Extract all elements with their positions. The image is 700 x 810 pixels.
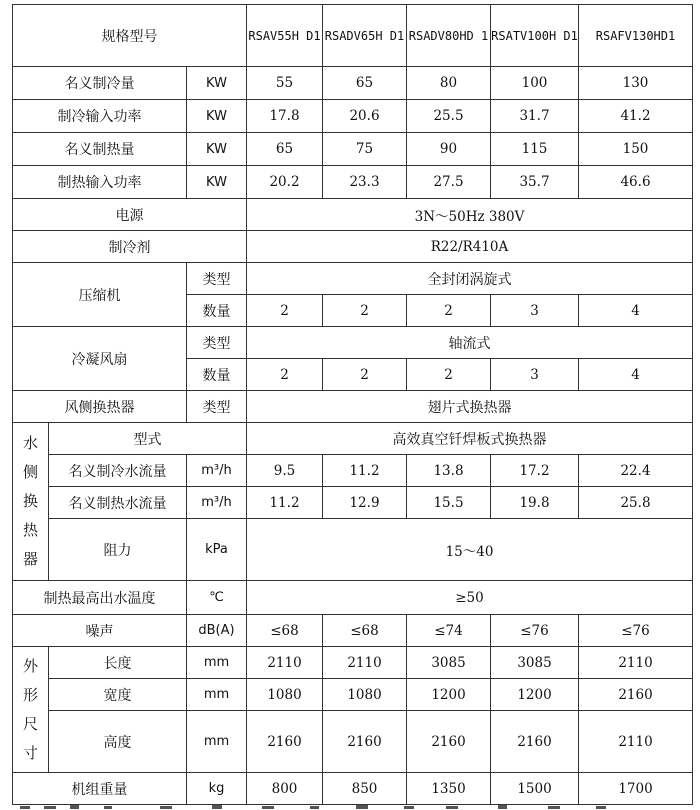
table-row: [13, 487, 693, 519]
cell-value: 1700: [579, 773, 693, 805]
model-header: RSATV100H D1: [491, 5, 579, 67]
row-label: 制冷剂: [13, 231, 247, 263]
cell-value: 15.5: [407, 487, 491, 519]
table-row: [13, 133, 693, 166]
cell-value: ≤68: [323, 615, 407, 647]
cell-value: 3085: [407, 647, 491, 679]
row-unit: KW: [187, 67, 247, 100]
model-header: RSAV55H D1: [247, 5, 323, 67]
row-label: 噪声: [13, 615, 187, 647]
cell-value: 2160: [407, 711, 491, 773]
row-unit: m³/h: [187, 455, 247, 487]
cell-value: 4: [579, 359, 693, 391]
row-label: 长度: [49, 647, 187, 679]
cell-value: 1350: [407, 773, 491, 805]
cell-value: 46.6: [579, 166, 693, 199]
table-row: [13, 423, 693, 455]
row-label: 制冷输入功率: [13, 100, 187, 133]
cell-value: 20.6: [323, 100, 407, 133]
cell-value: 3: [491, 359, 579, 391]
row-label: 风侧换热器: [13, 391, 187, 423]
sub-label: 数量: [187, 359, 247, 391]
group-char: 热: [22, 521, 38, 539]
cell-value: 2110: [247, 647, 323, 679]
row-unit: KW: [187, 133, 247, 166]
cell-value: 1080: [247, 679, 323, 711]
table-row: [13, 615, 693, 647]
table-row: [13, 581, 693, 615]
cell-value: 轴流式: [247, 327, 693, 359]
cell-value: 80: [407, 67, 491, 100]
group-label-dimensions: [13, 647, 49, 773]
cell-value: 12.9: [323, 487, 407, 519]
cell-value: 11.2: [247, 487, 323, 519]
row-label: 阻力: [49, 519, 187, 581]
cell-value: 25.8: [579, 487, 693, 519]
sub-label: 类型: [187, 263, 247, 295]
group-label-water-hx: [13, 423, 49, 581]
cell-value: 2160: [579, 679, 693, 711]
row-unit: m³/h: [187, 487, 247, 519]
row-unit: mm: [187, 679, 247, 711]
cell-value: 65: [323, 67, 407, 100]
table-row: [13, 711, 693, 773]
cell-value: 800: [247, 773, 323, 805]
cell-value: 2: [247, 295, 323, 327]
row-unit: ℃: [187, 581, 247, 615]
table-row: [13, 67, 693, 100]
cell-value: 100: [491, 67, 579, 100]
header-label: 规格型号: [13, 5, 247, 67]
table-row: [13, 647, 693, 679]
cell-value: 23.3: [323, 166, 407, 199]
table-row: [13, 166, 693, 199]
row-label: 制热最高出水温度: [13, 581, 187, 615]
cell-value: 17.8: [247, 100, 323, 133]
cell-value: 130: [579, 67, 693, 100]
cell-value: 850: [323, 773, 407, 805]
group-char: 形: [22, 685, 38, 704]
cell-value: 2: [247, 359, 323, 391]
row-label: 宽度: [49, 679, 187, 711]
cell-value: 2160: [247, 711, 323, 773]
row-label: 机组重量: [13, 773, 187, 805]
table-row: [13, 327, 693, 359]
cell-value: 高效真空钎焊板式换热器: [247, 423, 693, 455]
cell-value: 2160: [491, 711, 579, 773]
sub-label: 类型: [187, 327, 247, 359]
cell-value: ≤76: [491, 615, 579, 647]
group-char: 换: [22, 492, 38, 510]
cell-value: 17.2: [491, 455, 579, 487]
cell-value: 3: [491, 295, 579, 327]
cell-value: ≤74: [407, 615, 491, 647]
row-label: 冷凝风扇: [13, 327, 187, 391]
cell-value: 20.2: [247, 166, 323, 199]
group-char: 外: [22, 656, 38, 675]
cell-value: 19.8: [491, 487, 579, 519]
group-char: 侧: [22, 463, 38, 481]
cell-value: 3N～50Hz 380V: [247, 199, 693, 231]
row-unit: kg: [187, 773, 247, 805]
cell-value: 9.5: [247, 455, 323, 487]
cell-value: 4: [579, 295, 693, 327]
spec-table: [12, 4, 693, 805]
cell-value: 31.7: [491, 100, 579, 133]
cell-value: 1200: [407, 679, 491, 711]
row-label: 名义制热量: [13, 133, 187, 166]
cell-value: 15～40: [247, 519, 693, 581]
cut-off-text-line: [0, 804, 700, 810]
cell-value: 2110: [323, 647, 407, 679]
cell-value: 全封闭涡旋式: [247, 263, 693, 295]
header-row: [13, 5, 693, 67]
sub-label: 类型: [187, 391, 247, 423]
cell-value: 2: [323, 295, 407, 327]
model-header: RSADV80HD 1: [407, 5, 491, 67]
cell-value: 3085: [491, 647, 579, 679]
table-row: [13, 455, 693, 487]
cell-value: 2: [407, 359, 491, 391]
group-char: 水: [22, 434, 38, 452]
cell-value: 13.8: [407, 455, 491, 487]
row-unit: dB(A): [187, 615, 247, 647]
table-row: [13, 231, 693, 263]
row-label: 电源: [13, 199, 247, 231]
cell-value: 1080: [323, 679, 407, 711]
row-unit: KW: [187, 100, 247, 133]
cell-value: 27.5: [407, 166, 491, 199]
row-unit: mm: [187, 711, 247, 773]
cell-value: 25.5: [407, 100, 491, 133]
cell-value: R22/R410A: [247, 231, 693, 263]
model-header: RSAFV130HD1: [579, 5, 693, 67]
row-label: 压缩机: [13, 263, 187, 327]
table-row: [13, 199, 693, 231]
row-unit: kPa: [187, 519, 247, 581]
group-char: 器: [22, 550, 38, 568]
row-unit: mm: [187, 647, 247, 679]
row-label: 高度: [49, 711, 187, 773]
cell-value: ≤68: [247, 615, 323, 647]
table-row: [13, 773, 693, 805]
table-row: [13, 519, 693, 581]
cell-value: 35.7: [491, 166, 579, 199]
cell-value: 75: [323, 133, 407, 166]
table-row: [13, 263, 693, 295]
cell-value: 1200: [491, 679, 579, 711]
row-label: 型式: [49, 423, 247, 455]
cell-value: 22.4: [579, 455, 693, 487]
cell-value: 翅片式换热器: [247, 391, 693, 423]
cell-value: 2: [407, 295, 491, 327]
cell-value: 65: [247, 133, 323, 166]
row-label: 名义制冷量: [13, 67, 187, 100]
cell-value: 2110: [579, 711, 693, 773]
cell-value: 55: [247, 67, 323, 100]
cell-value: 41.2: [579, 100, 693, 133]
row-label: 名义制冷水流量: [49, 455, 187, 487]
sub-label: 数量: [187, 295, 247, 327]
cell-value: 115: [491, 133, 579, 166]
cell-value: 2: [323, 359, 407, 391]
table-row: [13, 679, 693, 711]
group-char: 尺: [22, 714, 38, 733]
cell-value: 1500: [491, 773, 579, 805]
cell-value: 11.2: [323, 455, 407, 487]
row-label: 名义制热水流量: [49, 487, 187, 519]
table-row: [13, 100, 693, 133]
cell-value: 90: [407, 133, 491, 166]
row-label: 制热输入功率: [13, 166, 187, 199]
cell-value: 150: [579, 133, 693, 166]
table-row: [13, 391, 693, 423]
cell-value: ≤76: [579, 615, 693, 647]
model-header: RSADV65H D1: [323, 5, 407, 67]
cell-value: ≥50: [247, 581, 693, 615]
group-char: 寸: [22, 743, 38, 762]
cell-value: 2110: [579, 647, 693, 679]
cell-value: 2160: [323, 711, 407, 773]
row-unit: KW: [187, 166, 247, 199]
